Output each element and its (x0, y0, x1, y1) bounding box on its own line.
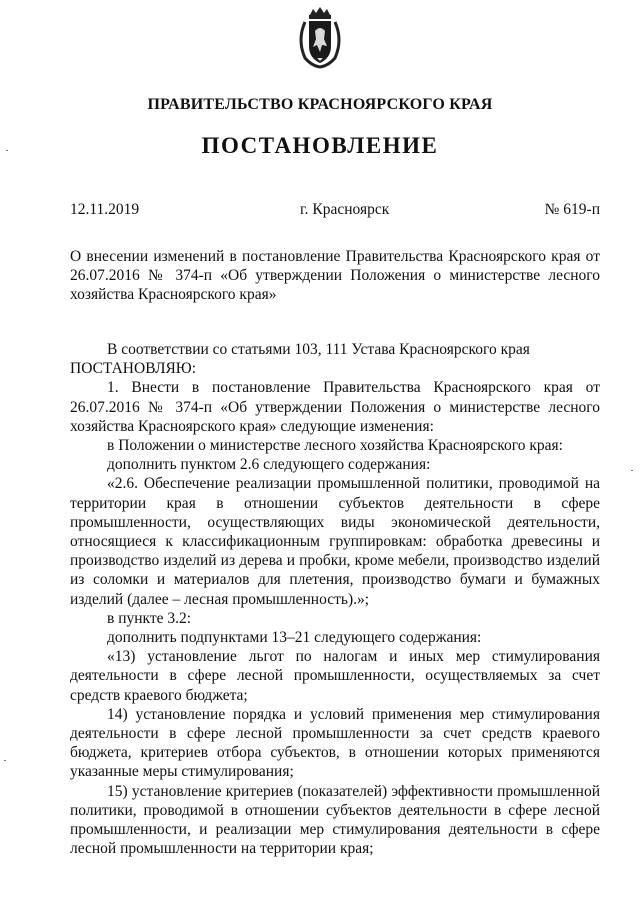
krasnoyarsk-coat-of-arms-icon (295, 6, 345, 70)
scan-speck (4, 760, 6, 761)
body-paragraph: 1. Внести в постановление Правительства Красноярского края от 26.07.2016 № 374-п «Об утверждении Положения о министерстве лесного хозяйства Красноярского края» следующие изменения: (70, 379, 600, 435)
body-paragraph: ПОСТАНОВЛЯЮ: (70, 360, 197, 378)
scan-speck (6, 150, 8, 151)
body-paragraph: в Положении о министерстве лесного хозяйства Красноярского края: (107, 437, 563, 455)
document-date: 12.11.2019 (70, 201, 140, 218)
body-paragraph: 15) установление критериев (показателей) эффективности промышленной политики, проводимой в отношении субъектов деятельности в сфере лесной промышленности, и реализации мер стимулирования деятельности в сфере лесной промышленности на территории края; (70, 782, 600, 858)
body-paragraph: 14) установление порядка и условий применения мер стимулирования деятельности в сфере лесной промышленности за счет средств краевого бюджета, критериев отбора субъектов, в отношении которых применяются указанные меры стимулирования; (70, 705, 600, 781)
scan-speck (631, 470, 633, 471)
body-paragraph: «2.6. Обеспечение реализации промышленной политики, проводимой на территории края в отношении субъектов деятельности в сфере промышленности, осуществляющих виды экономической деятельности, относящиеся к классификационным группировкам: обработка древесины и производство изделий из дерева и пробки, кроме мебели, производство изделий из соломки и материалов для плетения, производство бумаги и бумажных изделий (далее – лесная промышленность).»; (70, 475, 600, 608)
document-type-title: ПОСТАНОВЛЕНИЕ (201, 133, 439, 158)
body-paragraph: дополнить подпунктами 13–21 следующего содержания: (107, 629, 482, 647)
document-city: г. Красноярск (300, 201, 390, 218)
document-number: № 619-п (544, 201, 600, 218)
body-paragraph: в пункте 3.2: (107, 609, 192, 627)
government-title: ПРАВИТЕЛЬСТВО КРАСНОЯРСКОГО КРАЯ (147, 96, 493, 113)
document-meta-row (70, 201, 600, 221)
body-paragraph: «13) установление льгот по налогам и иных мер стимулирования деятельности в сфере лесной промышленности, осуществляемых за счет средств краевого бюджета; (70, 648, 600, 704)
body-paragraph: дополнить пунктом 2.6 следующего содержания: (107, 456, 431, 474)
document-subject: О внесении изменений в постановление Правительства Красноярского края от 26.07.2016 № 374-п «Об утверждении Положения о министерстве лесного хозяйства Красноярского края» (70, 248, 600, 303)
document-body (70, 340, 600, 858)
body-paragraph: В соответствии со статьями 103, 111 Устава Красноярского края (107, 341, 530, 358)
